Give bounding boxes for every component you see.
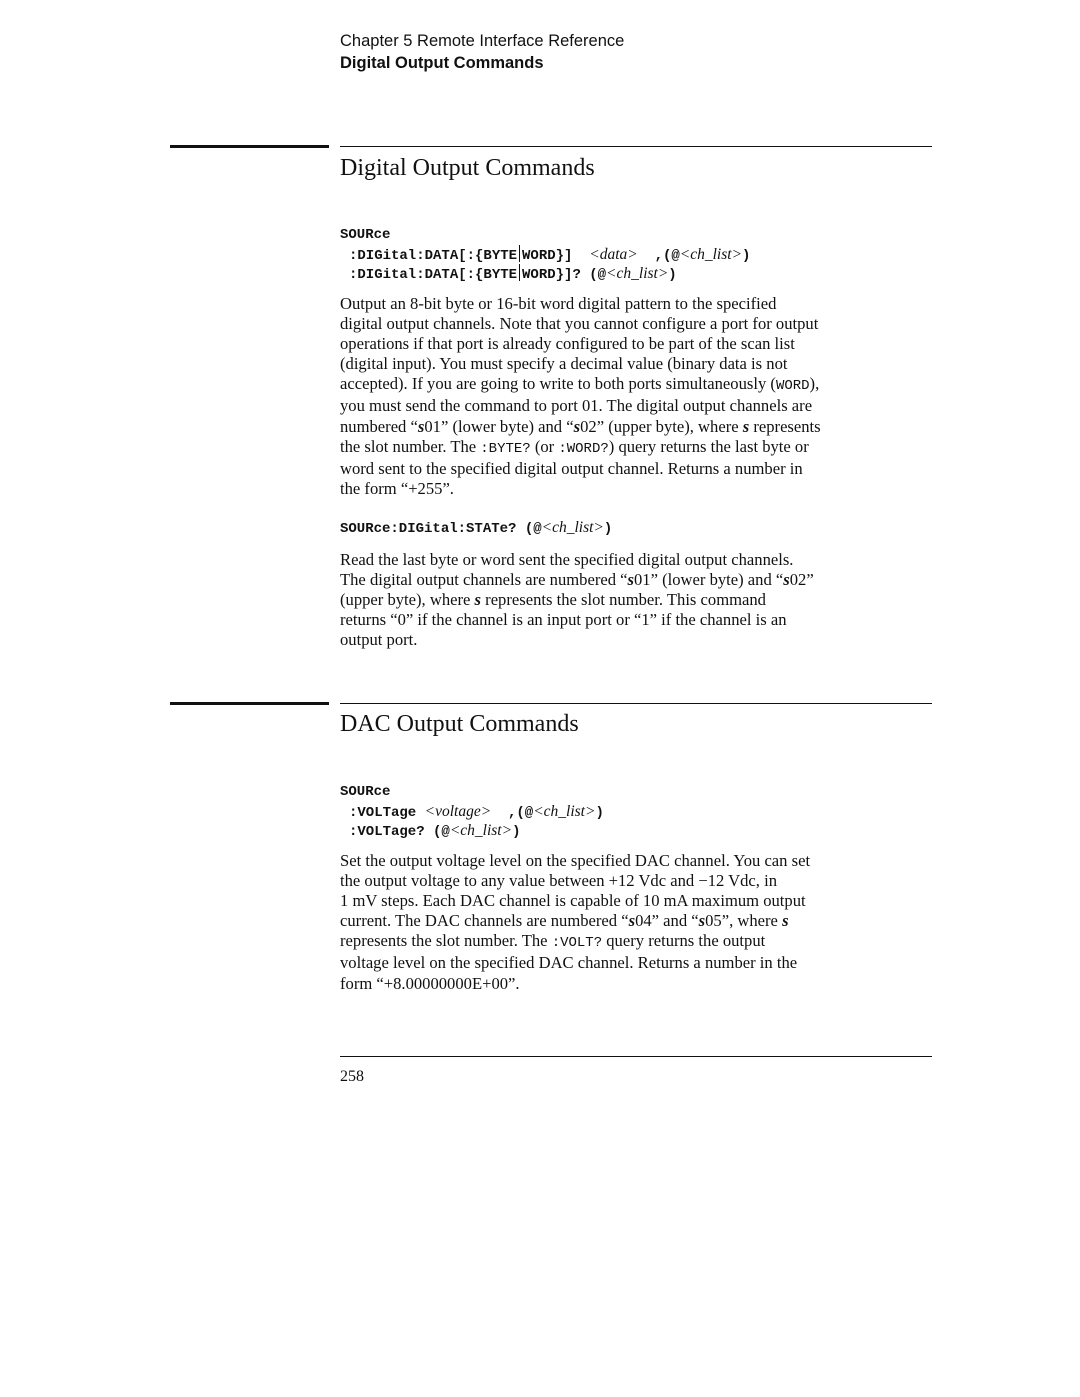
text-run: 04” and “ <box>635 911 699 931</box>
dac-output-title: DAC Output Commands <box>340 711 579 737</box>
text-run: Output an 8-bit byte or 16-bit word digital pattern to the specified digital output channels. Note that you cannot configure a port for output operations if that port is already configured to be part of the scan list (digital input). You must specify a decimal value (binary data is not accepted). If you are going to write to both ports simultaneously ( <box>340 294 819 394</box>
digital-state-description <box>340 550 934 650</box>
text-run: Set the output voltage level on the specified DAC channel. You can set the output voltage to any value between +12 Vdc and −12 Vdc, in 1 mV steps. Each DAC channel is capable of 10 mA maximum output current. The DAC channels are numbered “ <box>340 851 811 931</box>
digital-state-syntax <box>340 518 612 539</box>
dac-voltage-set-syntax <box>349 802 604 823</box>
text-run: 02” (upper byte), where <box>340 570 814 610</box>
text-run: 05”, where <box>705 911 783 931</box>
text-run: ), you must send the command to port 01. The digital output channels are numbered “ <box>340 374 820 436</box>
slot-var: s <box>698 911 706 931</box>
text-run: represents the slot number. The <box>340 416 821 456</box>
slot-var: s <box>782 911 789 931</box>
syntax-part: WORD}] <box>522 248 573 264</box>
text-run: query returns the output voltage level on the specified DAC channel. Returns a number in the form “+8.00000000E+00”. <box>340 931 798 993</box>
syntax-part: WORD}]? (@ <box>522 267 607 283</box>
text-run: represents the slot number. This command returns “0” if the channel is an input port or “1” if the channel is an output port. <box>340 590 787 650</box>
syntax-param-chlist: <ch_list> <box>606 265 669 282</box>
slot-var: s <box>627 570 634 590</box>
text-run: ) query returns the last byte or word sent to the specified digital output channel. Returns a number in the form “+255”. <box>340 436 809 498</box>
running-header-section: Digital Output Commands <box>340 54 544 72</box>
syntax-part: ) <box>512 824 521 840</box>
syntax-separator <box>519 245 520 262</box>
dac-voltage-description <box>340 851 934 994</box>
slot-var: s <box>742 416 750 436</box>
section-rule-thick <box>170 702 329 705</box>
syntax-part: :VOLTage <box>349 805 417 821</box>
syntax-separator <box>519 264 520 281</box>
syntax-part: ) <box>603 521 613 537</box>
slot-var: s <box>628 911 636 931</box>
syntax-part: ,(@ <box>507 805 534 821</box>
slot-var: s <box>573 416 581 436</box>
text-run: 02” (upper byte), where <box>580 416 743 436</box>
text-run: represents the slot number. The <box>340 931 548 951</box>
text-run: 01” (lower byte) and “ <box>634 570 784 590</box>
syntax-part: ) <box>742 248 751 264</box>
section-rule-thick <box>170 145 329 148</box>
keyword-word-query: :WORD? <box>558 440 609 457</box>
syntax-part: :VOLTage? (@ <box>349 824 450 840</box>
text-run: (or <box>530 436 559 456</box>
digital-data-set-syntax <box>349 245 750 266</box>
text-run: Read the last byte or word sent the specified digital output channels. The digital output channels are numbered “ <box>340 550 794 590</box>
dac-cmd-root: SOURce <box>340 784 391 800</box>
keyword-byte-query: :BYTE? <box>480 440 531 457</box>
syntax-param-data: <data> <box>589 246 638 263</box>
keyword-volt-query: :VOLT? <box>551 935 603 952</box>
syntax-part: ) <box>668 267 677 283</box>
text-run: 01” (lower byte) and “ <box>424 416 574 436</box>
syntax-part: ,(@ <box>654 248 680 264</box>
syntax-part: ) <box>595 805 604 821</box>
dac-voltage-query-syntax <box>349 821 520 842</box>
digital-data-query-syntax <box>349 264 677 285</box>
section-rule-thin <box>340 146 932 147</box>
digital-data-description <box>340 294 934 499</box>
digital-output-title: Digital Output Commands <box>340 155 595 181</box>
syntax-param-chlist: <ch_list> <box>679 246 743 263</box>
slot-var: s <box>474 590 482 610</box>
syntax-param-chlist: <ch_list> <box>541 519 604 536</box>
syntax-param-chlist: <ch_list> <box>449 822 513 839</box>
slot-var: s <box>417 416 425 436</box>
digital-cmd-root: SOURce <box>340 227 391 243</box>
keyword-word: WORD <box>775 378 810 395</box>
syntax-part: :DIGital:DATA[:{BYTE <box>349 267 518 283</box>
syntax-part: SOURce:DIGital:STATe? (@ <box>340 521 542 537</box>
footer-rule <box>340 1056 932 1057</box>
section-rule-thin <box>340 703 932 704</box>
slot-var: s <box>783 570 790 590</box>
running-header-chapter: Chapter 5 Remote Interface Reference <box>340 32 625 50</box>
syntax-param-voltage: <voltage> <box>424 803 492 820</box>
page-number: 258 <box>340 1068 364 1085</box>
syntax-part: :DIGital:DATA[:{BYTE <box>349 248 518 264</box>
syntax-param-chlist: <ch_list> <box>533 803 596 820</box>
